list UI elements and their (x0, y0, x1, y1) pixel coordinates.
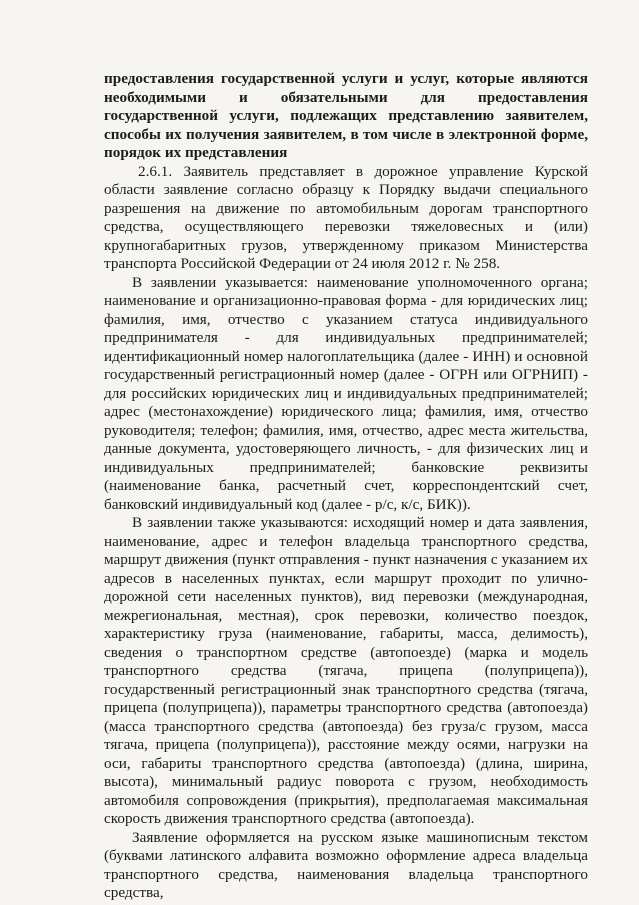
document-body (104, 70, 588, 903)
paragraph-2-6-1: 2.6.1. Заявитель представляет в дорожное управление Курской области заявление согласно образцу к Порядку выдачи специального разрешения на движение по автомобильным дорогам транспортного средства, осуществляющего перевозки тяжеловесных и (или) крупногабаритных грузов, утвержденному приказом Министерства транспорта Российской Федерации от 24 июля 2012 г. № 258. (104, 162, 588, 272)
paragraph-application-format: Заявление оформляется на русском языке машинописным текстом (буквами латинского алфавита возможно оформление адреса владельца транспортного средства, наименования владельца транспортного средства, (104, 828, 588, 901)
paragraph-application-additional: В заявлении также указываются: исходящий номер и дата заявления, наименование, адрес и телефон владельца транспортного средства, маршрут движения (пункт отправления - пункт назначения с указанием их адресов в населенных пунктах, если маршрут проходит по улично-дорожной сети населенных пунктов), вид перевозки (международная, межрегиональная, местная), срок перевозки, количество поездок, характеристику груза (наименование, габариты, масса, делимость), сведения о транспортном средстве (автопоезде) (марка и модель транспортного средства (тягача, прицепа (полуприцепа)), государственный регистрационный знак транспортного средства (тягача, прицепа (полуприцепа)), параметры транспортного средства (автопоезда) (масса транспортного средства (автопоезда) без груза/с грузом, масса тягача, прицепа (полуприцепа)), расстояние между осями, нагрузки на оси, габариты транспортного средства (автопоезда) (длина, ширина, высота), минимальный радиус поворота с грузом, необходимость автомобиля сопровождения (прикрытия), предполагаемая максимальная скорость движения транспортного средства (автопоезда). (104, 514, 588, 827)
paragraph-application-contents: В заявлении указывается: наименование уполномоченного органа; наименование и организационно-правовая форма - для юридических лиц; фамилия, имя, отчество с указанием статуса индивидуального предпринимателя - для индивидуальных предпринимателей; идентификационный номер налогоплательщика (далее - ИНН) и основной государственный регистрационный номер (далее - ОГРН или ОГРНИП) - для российских юридических лиц и индивидуальных предпринимателей; адрес (местонахождение) юридического лица; фамилия, имя, отчество руководителя; телефон; фамилия, имя, отчество, адрес места жительства, данные документа, удостоверяющего личность, - для физических лиц и индивидуальных предпринимателей; банковские реквизиты (наименование банка, расчетный счет, корреспондентский счет, банковский индивидуальный код (далее - р/с, к/с, БИК)). (104, 273, 588, 513)
section-heading: предоставления государственной услуги и услуг, которые являются необходимыми и обязательными для предоставления государственной услуги, подлежащих представлению заявителем, способы их получения заявителем, в том числе в электронной форме, порядок их представления (104, 70, 588, 161)
